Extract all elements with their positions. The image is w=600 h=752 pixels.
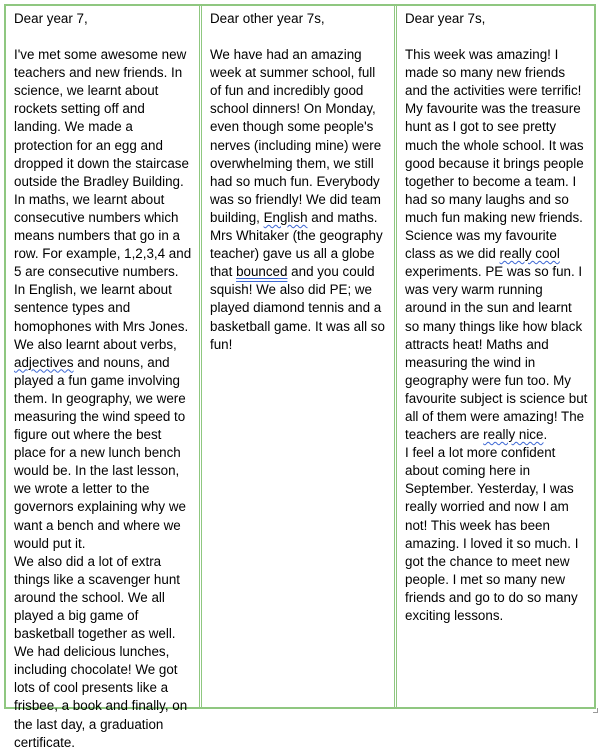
letter-body [405, 46, 588, 625]
letter-body [210, 46, 388, 354]
letter-text: I've met some awesome new teachers and new friends. In science, we learnt about rockets setting off and landing. We made a protection for an egg and dropped it down the staircase outside the Bradley Building. In maths, we learnt about consecutive numbers which means numbers that go in a row. For example, 1,2,3,4 and 5 are consecutive numbers. In English, we learnt about sentence types and homophones with Mrs Jones. We also learnt about verbs, [14, 47, 192, 352]
grammar-flagged-word: bounced [236, 264, 288, 280]
letter-greeting: Dear year 7s, [405, 11, 486, 26]
letters-table [4, 4, 596, 750]
spelling-flagged-word: really cool [499, 246, 560, 262]
letter-text: We have had an amazing week at summer school, full of fun and incredibly good school dinners! On Monday, even though some people's nerves (including mine) were overwhelming them, we still had so much fun. Everybody was so friendly! We did team building, [210, 47, 382, 225]
spelling-flagged-word: really nice [483, 427, 544, 443]
letter-greeting: Dear other year 7s, [210, 11, 325, 26]
letter-text: . I feel a lot more confident about coming here in September. Yesterday, I was really worried and now I am not! This week has been amazing. I loved it so much. I got the chance to meet new people. I met so many new friends and go to do so many exciting lessons. [405, 427, 579, 623]
spelling-flagged-word: English [263, 209, 308, 225]
letter-column-3 [397, 6, 594, 707]
letter-text: and you could squish! We also did PE; we played diamond tennis and a basketball game. It was all so fun! [210, 264, 385, 352]
spelling-flagged-word: adjectives [14, 354, 74, 370]
letter-greeting: Dear year 7, [14, 11, 88, 26]
letter-text: experiments. PE was so fun. I was very warm running around in the sun and learnt so many things like how black attracts heat! Maths and measuring the wind in geography were fun too. My favourite subject is science but all of them were amazing! The teachers are [405, 264, 588, 443]
page-corner-mark [593, 708, 598, 713]
letter-body [14, 46, 193, 752]
letter-column-1 [6, 6, 202, 750]
letter-text: This week was amazing! I made so many new friends and the activities were terrific! My favourite was the treasure hunt as I got to see pretty much the whole school. It was good because it brings people together to become a team. I had so many laughs and so much fun making new friends. Science was my favourite class as we did [405, 47, 584, 262]
letter-text: and nouns, and played a fun game involving them. In geography, we were measuring the wind speed to figure out where the best place for a new lunch bench would be. In the last lesson, we wrote a letter to the governors explaining why we want a bench and where we would put it. We also did a lot of extra things like a scavenger hunt around the school. We all played a big game of basketball together as well. We had delicious lunches, including chocolate! We got lots of cool presents like a frisbee, a book and finally, on the last day, a graduation certificate. [14, 354, 188, 750]
letter-text: and maths. Mrs Whitaker (the geography teacher) gave us all a globe that [210, 209, 383, 280]
letter-column-2 [202, 6, 397, 707]
